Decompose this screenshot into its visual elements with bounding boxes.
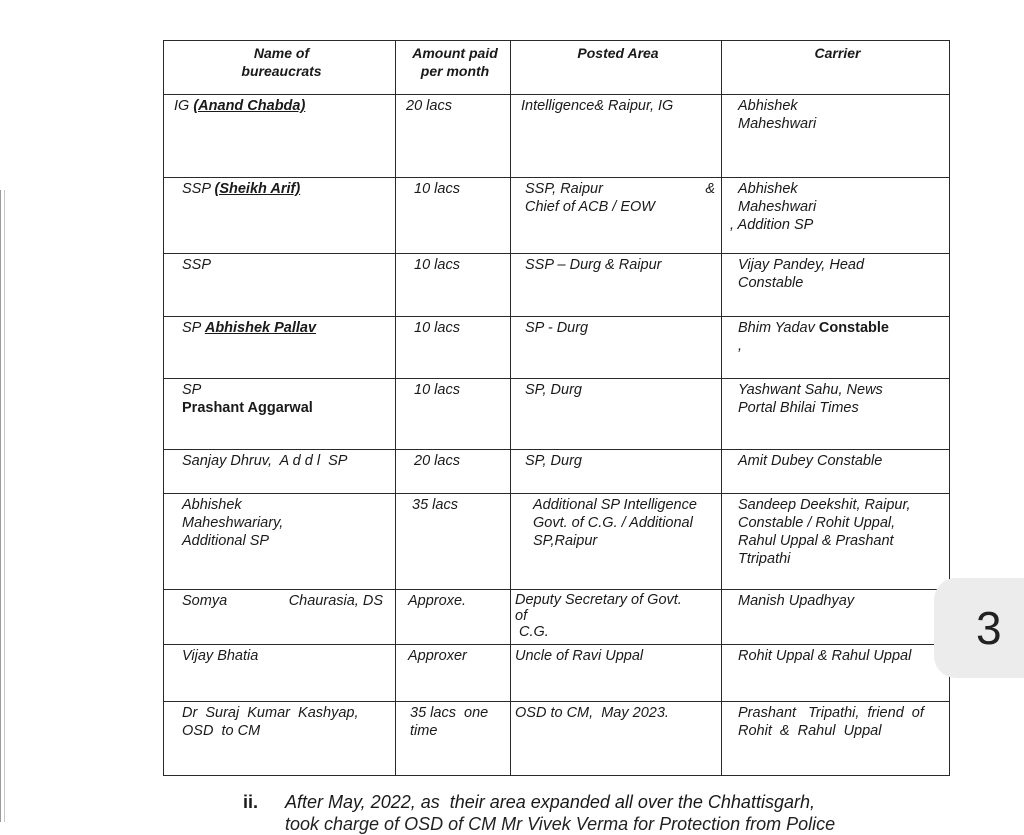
- cell-area: SSP – Durg & Raipur: [511, 254, 722, 317]
- carrier-line: Prashant Tripathi, friend of: [738, 705, 924, 721]
- name-part: Chaurasia, DS: [288, 593, 383, 609]
- cell-area: OSD to CM, May 2023.: [511, 702, 722, 776]
- cell-carrier: [722, 702, 950, 776]
- cell-name: Sanjay Dhruv, A d d l SP: [164, 450, 396, 494]
- cell-area: SP, Durg: [511, 450, 722, 494]
- table-header-row: [164, 41, 950, 95]
- cell-amount: 10 lacs: [396, 379, 511, 450]
- cell-amount: 10 lacs: [396, 254, 511, 317]
- carrier-text: Bhim Yadav: [738, 320, 819, 336]
- cell-carrier: [722, 494, 950, 590]
- table-row: [164, 178, 950, 254]
- cell-name: [164, 379, 396, 450]
- cell-name: [164, 95, 396, 178]
- header-amount-line1: Amount paid: [412, 45, 498, 61]
- carrier-line: Vijay Pandey, Head: [738, 257, 865, 273]
- carrier-line: Yashwant Sahu, News: [738, 382, 883, 398]
- table-row: [164, 645, 950, 702]
- carrier-line: , Addition SP: [730, 217, 814, 233]
- name-prefix: IG: [174, 98, 194, 114]
- paragraph-number: ii.: [243, 792, 259, 812]
- cell-area: Intelligence& Raipur, IG: [511, 95, 722, 178]
- carrier-line: Maheshwari: [738, 116, 817, 132]
- cell-amount: 35 lacs: [396, 494, 511, 590]
- area-amp: &: [705, 181, 715, 197]
- table-row: [164, 317, 950, 379]
- carrier-line: Rohit & Rahul Uppal: [738, 723, 882, 739]
- scan-border: [0, 190, 5, 822]
- name-underlined: Abhishek Pallav: [204, 320, 317, 336]
- carrier-line: Sandeep Deekshit, Raipur,: [738, 497, 911, 513]
- cell-name: [164, 494, 396, 590]
- name-underlined: (Sheikh Arif): [214, 181, 301, 197]
- name-underlined: (Anand Chabda): [193, 98, 306, 114]
- cell-amount: 10 lacs: [396, 317, 511, 379]
- cell-carrier: Manish Upadhyay: [722, 590, 950, 645]
- cell-amount: Approxer: [396, 645, 511, 702]
- cell-carrier: Amit Dubey Constable: [722, 450, 950, 494]
- name-line: Abhishek: [182, 497, 242, 513]
- cell-amount: Approxe.: [396, 590, 511, 645]
- header-area: Posted Area: [511, 41, 722, 95]
- table-row: [164, 254, 950, 317]
- header-name-line1: Name of: [253, 45, 310, 61]
- area-line: [525, 180, 715, 198]
- cell-carrier: [722, 317, 950, 379]
- table-row: [164, 702, 950, 776]
- carrier-line: Maheshwari: [738, 199, 817, 215]
- area-line: C.G.: [519, 624, 549, 640]
- name-line: Dr Suraj Kumar Kashyap,: [182, 705, 359, 721]
- cell-area: Uncle of Ravi Uppal: [511, 645, 722, 702]
- cell-name: SSP: [164, 254, 396, 317]
- cell-amount: 20 lacs: [396, 95, 511, 178]
- name-line: [182, 592, 389, 610]
- cell-amount: [396, 702, 511, 776]
- cell-area: [511, 178, 722, 254]
- cell-name: [164, 702, 396, 776]
- area-line: Deputy Secretary of Govt.: [515, 592, 682, 608]
- table-row: [164, 590, 950, 645]
- name-line: Additional SP: [182, 533, 270, 549]
- cell-amount: 10 lacs: [396, 178, 511, 254]
- cell-name: Vijay Bhatia: [164, 645, 396, 702]
- carrier-line: Abhishek: [738, 98, 798, 114]
- table-row: [164, 494, 950, 590]
- cell-name: [164, 178, 396, 254]
- carrier-line: Portal Bhilai Times: [738, 400, 859, 416]
- table-row: [164, 450, 950, 494]
- area-line: Chief of ACB / EOW: [525, 199, 655, 215]
- cell-carrier: [722, 95, 950, 178]
- cell-name: [164, 317, 396, 379]
- table-row: [164, 95, 950, 178]
- amount-line: 35 lacs one: [410, 705, 489, 721]
- page-number-badge: [934, 578, 1024, 678]
- cell-area: [511, 494, 722, 590]
- name-part: Somya: [182, 593, 228, 609]
- carrier-line: Ttripathi: [738, 551, 791, 567]
- area-line: Govt. of C.G. / Additional: [533, 515, 693, 531]
- header-amount-line2: per month: [420, 63, 490, 79]
- cell-carrier: [722, 379, 950, 450]
- name-prefix: SP: [182, 320, 205, 336]
- area-text: SSP, Raipur: [525, 181, 603, 197]
- cell-name: [164, 590, 396, 645]
- carrier-line: Abhishek: [738, 181, 798, 197]
- cell-area: SP - Durg: [511, 317, 722, 379]
- carrier-line: Constable: [738, 275, 804, 291]
- cell-carrier: [722, 254, 950, 317]
- carrier-bold: Constable: [818, 320, 889, 336]
- area-line: SP,Raipur: [533, 533, 598, 549]
- name-line: Maheshwariary,: [182, 515, 284, 531]
- name-line: SP: [182, 382, 202, 398]
- header-amount: [396, 41, 511, 95]
- header-name: [164, 41, 396, 95]
- cell-area: [511, 590, 722, 645]
- carrier-line: Constable / Rohit Uppal,: [738, 515, 896, 531]
- carrier-mark: ,: [738, 338, 743, 354]
- paragraph-cut-line: took charge of OSD of CM Mr Vivek Verma for Protection from Police: [285, 814, 836, 834]
- cell-carrier: Rohit Uppal & Rahul Uppal: [722, 645, 950, 702]
- carrier-line: Rahul Uppal & Prashant: [738, 533, 894, 549]
- paragraph-text: After May, 2022, as their area expanded all over the Chhattisgarh,: [285, 792, 815, 812]
- table-row: [164, 379, 950, 450]
- carrier-line: [738, 319, 943, 337]
- amount-line: time: [410, 723, 438, 739]
- cell-amount: 20 lacs: [396, 450, 511, 494]
- area-line: of: [515, 608, 528, 624]
- area-line: Additional SP Intelligence: [533, 497, 697, 513]
- cell-carrier: [722, 178, 950, 254]
- name-prefix: SSP: [182, 181, 215, 197]
- name-line: OSD to CM: [182, 723, 261, 739]
- page-number: 3: [976, 602, 1002, 654]
- name-bold: Prashant Aggarwal: [182, 400, 313, 416]
- header-name-line2: bureaucrats: [241, 63, 322, 79]
- paragraph-line: [243, 790, 963, 814]
- header-carrier: Carrier: [722, 41, 950, 95]
- bureaucrats-table: [163, 40, 950, 776]
- cell-area: SP, Durg: [511, 379, 722, 450]
